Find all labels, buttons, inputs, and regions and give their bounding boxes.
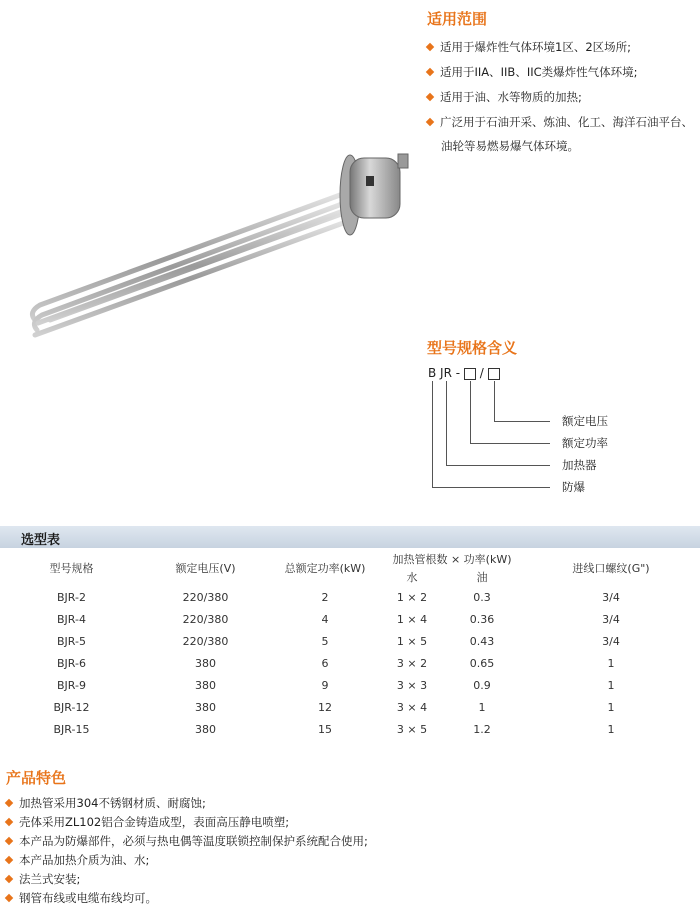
scope-item-continued: 油轮等易燃易爆气体环境。: [441, 139, 579, 153]
cell-power: 6: [321, 656, 329, 670]
th-oil: 油: [476, 571, 488, 584]
table-header-row: [0, 550, 700, 568]
feature-item: 法兰式安装;: [6, 870, 80, 888]
cell-power: 2: [321, 590, 329, 604]
cell-water: 3 × 4: [396, 700, 428, 714]
cell-voltage: 380: [195, 656, 216, 670]
cell-thread: 1: [607, 700, 615, 714]
table-row: [0, 608, 700, 630]
cell-thread: 3/4: [602, 590, 620, 604]
legend-voltage: 额定电压: [562, 414, 608, 428]
features-title: 产品特色: [6, 769, 67, 787]
cell-voltage: 220/380: [182, 634, 229, 648]
cell-model: BJR-15: [53, 722, 90, 736]
cell-thread: 1: [607, 656, 615, 670]
bullet-icon: [426, 93, 434, 101]
cell-water: 3 × 3: [396, 678, 428, 692]
cell-thread: 1: [607, 678, 615, 692]
cell-oil: 1: [478, 700, 486, 714]
model-code-sep: /: [479, 366, 484, 380]
cell-oil: 0.3: [473, 590, 491, 604]
selection-table: [0, 550, 700, 740]
cell-water: 1 × 5: [396, 634, 428, 648]
th-water: 水: [406, 571, 418, 584]
product-image: [10, 140, 420, 350]
cell-voltage: 380: [195, 678, 216, 692]
feature-item: 壳体采用ZL102铝合金铸造成型，表面高压静电喷塑;: [6, 813, 289, 831]
th-tubes: 加热管根数 × 功率(kW): [392, 553, 512, 566]
bullet-icon: [5, 818, 13, 826]
scope-item: 适用于IIA、IIB、IIC类爆炸性气体环境;: [427, 63, 638, 81]
bullet-icon: [5, 799, 13, 807]
table-row: [0, 652, 700, 674]
cell-oil: 0.9: [473, 678, 491, 692]
table-row: [0, 586, 700, 608]
leader-explosion: [432, 381, 550, 488]
table-row: [0, 630, 700, 652]
feature-item: 本产品为防爆部件，必须与热电偶等温度联锁控制保护系统配合使用;: [6, 832, 368, 850]
cell-voltage: 220/380: [182, 590, 229, 604]
cell-power: 9: [321, 678, 329, 692]
cell-water: 3 × 5: [396, 722, 428, 736]
cell-water: 1 × 2: [396, 590, 428, 604]
selection-band: [0, 526, 700, 548]
scope-item: 广泛用于石油开采、炼油、化工、海洋石油平台、: [427, 113, 693, 131]
cell-thread: 1: [607, 722, 615, 736]
cell-model: BJR-9: [57, 678, 86, 692]
cell-model: BJR-4: [57, 612, 86, 626]
cell-oil: 0.36: [469, 612, 495, 626]
bullet-icon: [5, 894, 13, 902]
bullet-icon: [426, 68, 434, 76]
model-code-prefix: B JR -: [428, 366, 461, 380]
power-box: [464, 368, 476, 380]
cell-model: BJR-12: [53, 700, 90, 714]
cell-oil: 0.65: [469, 656, 495, 670]
cell-thread: 3/4: [602, 634, 620, 648]
cell-oil: 1.2: [473, 722, 491, 736]
legend-heater: 加热器: [562, 458, 597, 472]
cell-power: 4: [321, 612, 329, 626]
cell-water: 1 × 4: [396, 612, 428, 626]
cell-power: 5: [321, 634, 329, 648]
cell-power: 12: [318, 700, 332, 714]
legend-explosion: 防爆: [562, 480, 585, 494]
cell-water: 3 × 2: [396, 656, 428, 670]
feature-item: 钢管布线或电缆布线均可。: [6, 889, 157, 907]
bullet-icon: [426, 43, 434, 51]
voltage-box: [488, 368, 500, 380]
feature-item: 本产品加热介质为油、水;: [6, 851, 149, 869]
table-row: [0, 696, 700, 718]
table-row: [0, 674, 700, 696]
scope-item: 适用于爆炸性气体环境1区、2区场所;: [427, 38, 631, 56]
th-total-power: 总额定功率(kW): [284, 562, 366, 575]
cell-thread: 3/4: [602, 612, 620, 626]
selection-title: 选型表: [21, 533, 61, 548]
bullet-icon: [5, 875, 13, 883]
bullet-icon: [5, 837, 13, 845]
cell-voltage: 220/380: [182, 612, 229, 626]
th-thread: 进线口螺纹(G"): [572, 562, 650, 575]
model-code: [428, 366, 500, 380]
model-title: 型号规格含义: [427, 339, 518, 357]
legend-power: 额定功率: [562, 436, 608, 450]
cell-voltage: 380: [195, 700, 216, 714]
th-voltage: 额定电压(V): [175, 562, 236, 575]
scope-item: 适用于油、水等物质的加热;: [427, 88, 582, 106]
bullet-icon: [5, 856, 13, 864]
cell-power: 15: [318, 722, 332, 736]
bullet-icon: [426, 118, 434, 126]
cell-model: BJR-2: [57, 590, 86, 604]
cell-voltage: 380: [195, 722, 216, 736]
cell-model: BJR-6: [57, 656, 86, 670]
cell-model: BJR-5: [57, 634, 86, 648]
table-row: [0, 718, 700, 740]
feature-item: 加热管采用304不锈钢材质、耐腐蚀;: [6, 794, 206, 812]
scope-title: 适用范围: [427, 10, 488, 28]
th-model: 型号规格: [49, 562, 94, 575]
cell-oil: 0.43: [469, 634, 495, 648]
